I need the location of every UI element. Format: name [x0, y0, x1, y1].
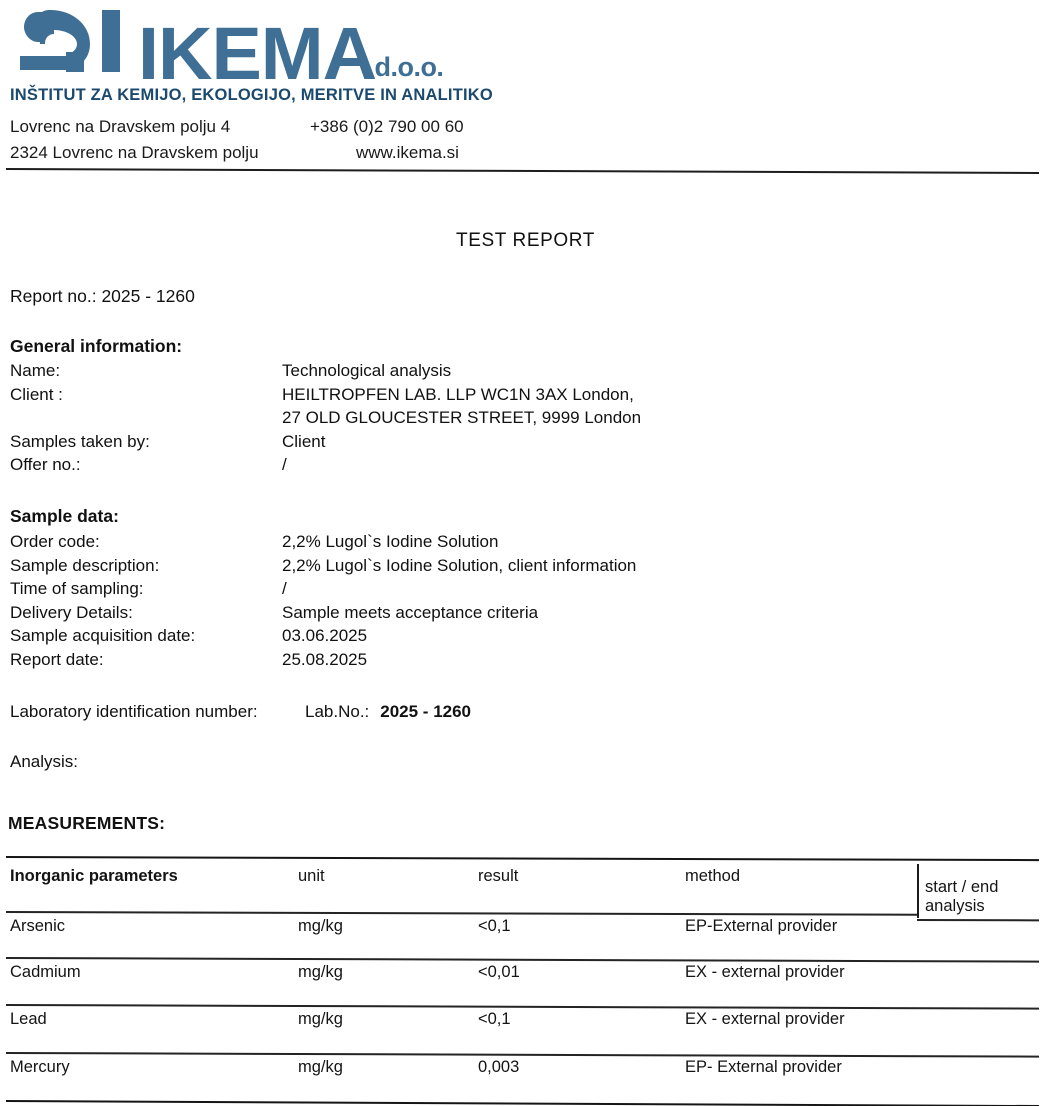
table-header-row	[0, 866, 1045, 915]
cell-parameter: Mercury	[10, 1058, 70, 1076]
sample-label: Delivery Details:	[10, 602, 133, 622]
lab-no-value: 2025 - 1260	[380, 702, 472, 721]
info-value: Client	[282, 431, 326, 451]
cell-method: EP- External provider	[685, 1058, 842, 1076]
lab-id-label: Laboratory identification number:	[10, 702, 258, 721]
info-label: Samples taken by:	[10, 431, 150, 451]
info-row	[10, 453, 641, 477]
website-url: www.ikema.si	[356, 143, 459, 162]
cell-parameter: Cadmium	[10, 963, 81, 981]
table-row	[0, 916, 1045, 962]
info-row	[10, 359, 641, 383]
cell-result: <0,01	[478, 963, 520, 981]
info-row	[10, 406, 641, 430]
info-row	[10, 430, 641, 454]
sample-value: /	[282, 579, 287, 598]
cell-unit: mg/kg	[298, 917, 343, 935]
info-label: Offer no.:	[10, 455, 81, 474]
general-information-heading: General information:	[10, 336, 183, 356]
ikema-circular-logo-mark	[14, 8, 136, 86]
table-row	[0, 1009, 1045, 1055]
info-label: Name:	[10, 361, 61, 380]
sample-row	[10, 577, 636, 601]
info-row	[10, 383, 641, 407]
brand-name: IKEMA	[138, 11, 377, 95]
info-value: Technological analysis	[282, 361, 452, 380]
sample-label: Time of sampling:	[10, 579, 144, 598]
sample-value: Sample meets acceptance criteria	[282, 602, 539, 622]
analysis-range-line-1: start / end	[925, 878, 999, 896]
address-line-1: Lovrenc na Dravskem polju 4	[10, 117, 231, 136]
column-header-analysis-range	[925, 878, 998, 916]
page-title: TEST REPORT	[456, 230, 595, 251]
sample-row	[10, 601, 636, 625]
info-label: Client :	[10, 384, 63, 404]
sample-row	[10, 624, 636, 648]
sample-data-heading: Sample data:	[10, 506, 119, 526]
sample-value: 03.06.2025	[282, 626, 368, 645]
cell-result: <0,1	[478, 1010, 511, 1028]
column-header-result: result	[478, 867, 519, 885]
company-logo	[14, 4, 444, 95]
cell-method: EX - external provider	[685, 963, 845, 981]
cell-parameter: Arsenic	[10, 917, 66, 935]
info-value: 27 OLD GLOUCESTER STREET, 9999 London	[282, 408, 642, 427]
letterhead-divider	[6, 168, 1039, 174]
info-value: /	[282, 455, 287, 474]
general-information-list	[10, 359, 641, 477]
sample-label: Report date:	[10, 649, 104, 669]
column-header-method: method	[685, 867, 741, 885]
analysis-range-line-2: analysis	[925, 897, 985, 915]
phone-number: +386 (0)2 790 00 60	[310, 117, 464, 136]
table-row	[0, 1057, 1045, 1103]
sample-value: 2,2% Lugol`s Iodine Solution	[282, 532, 499, 551]
info-label	[10, 406, 282, 430]
column-header-unit: unit	[298, 867, 325, 885]
cell-result: 0,003	[478, 1058, 520, 1076]
company-tagline: INŠTITUT ZA KEMIJO, EKOLOGIJO, MERITVE IN ANALITIKO	[10, 86, 493, 104]
laboratory-identification-number	[10, 702, 471, 722]
measurements-heading: MEASUREMENTS:	[8, 813, 166, 833]
brand-suffix: d.o.o.	[374, 52, 444, 82]
sample-value: 25.08.2025	[282, 649, 368, 669]
sample-row	[10, 530, 636, 554]
sample-label: Sample description:	[10, 555, 160, 575]
sample-row	[10, 648, 636, 672]
sample-data-list	[10, 530, 636, 671]
table-rule-top	[6, 856, 1039, 861]
lab-no-prefix: Lab.No.:	[305, 702, 370, 721]
sample-value: 2,2% Lugol`s Iodine Solution, client information	[282, 555, 637, 575]
cell-unit: mg/kg	[298, 1058, 343, 1076]
analysis-label: Analysis:	[10, 752, 79, 771]
cell-method: EX - external provider	[685, 1010, 845, 1028]
cell-result: <0,1	[478, 917, 511, 935]
cell-method: EP-External provider	[685, 917, 838, 935]
sample-label: Order code:	[10, 532, 100, 551]
cell-unit: mg/kg	[298, 963, 343, 981]
cell-unit: mg/kg	[298, 1010, 343, 1028]
info-value: HEILTROPFEN LAB. LLP WC1N 3AX London,	[282, 384, 634, 404]
sample-row	[10, 554, 636, 578]
address-line-2: 2324 Lovrenc na Dravskem polju	[10, 143, 259, 162]
table-column-separator	[917, 864, 919, 918]
contact-block	[10, 114, 710, 166]
cell-parameter: Lead	[10, 1010, 47, 1028]
column-header-parameter: Inorganic parameters	[10, 867, 178, 885]
contact-row-phone	[10, 114, 710, 140]
sample-label: Sample acquisition date:	[10, 626, 196, 645]
report-number: Report no.: 2025 - 1260	[10, 286, 195, 306]
contact-row-website	[10, 140, 710, 166]
table-row	[0, 962, 1045, 1008]
